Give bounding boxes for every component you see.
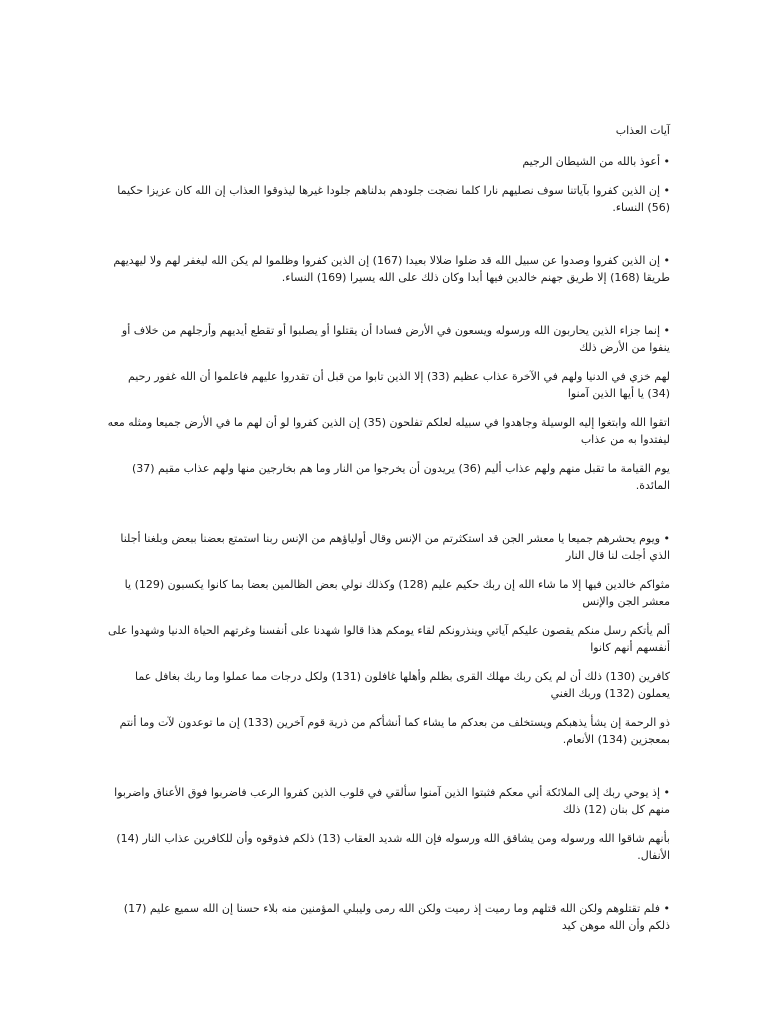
- paragraph: لهم خزي في الدنيا ولهم في الآخرة عذاب عظيم (33) إلا الذين تابوا من قبل أن تقدروا عليهم فاعلموا أن الله غفور رحيم (34) يا أيها الذين آمنوا: [127, 370, 670, 400]
- paragraph: • ويوم يحشرهم جميعا يا معشر الجن قد استكثرتم من الإنس وقال أولياؤهم من الإنس ربنا استمتع بعضنا ببعض وبلغنا أجلنا الذي أجلت لنا قال النار: [120, 532, 670, 562]
- paragraph: • فلم تقتلوهم ولكن الله قتلهم وما رميت إذ رميت ولكن الله رمى وليبلي المؤمنين منه بلاء حسنا إن الله سميع عليم (17) ذلكم وأن الله موهن كيد: [123, 902, 670, 932]
- page-title: آيات العذاب: [615, 124, 670, 137]
- paragraph: • إن الذين كفروا بآياتنا سوف نصليهم نارا كلما نضجت جلودهم بدلناهم جلودا غيرها ليذوقوا العذاب إن الله كان عزيزا حكيما (56) النساء.: [117, 184, 670, 214]
- paragraph: • إن الذين كفروا وصدوا عن سبيل الله قد ضلوا ضلالا بعيدا (167) إن الذين كفروا وظلموا لم يكن الله ليغفر لهم ولا ليهديهم طريقا (168) إلا طريق جهنم خالدين فيها أبدا وكان ذلك على الله يسيرا (169) النساء.: [113, 254, 670, 284]
- paragraph: بأنهم شاقوا الله ورسوله ومن يشاقق الله ورسوله فإن الله شديد العقاب (13) ذلكم فذوقوه وأن للكافرين عذاب النار (14) الأنفال.: [116, 832, 670, 862]
- paragraph: ذو الرحمة إن يشأ يذهبكم ويستخلف من بعدكم ما يشاء كما أنشأكم من ذرية قوم آخرين (133) إن ما توعدون لآت وما أنتم بمعجزين (134) الأنعام.: [119, 716, 670, 746]
- document-page: [104, 122, 670, 1012]
- paragraph: • إنما جزاء الذين يحاربون الله ورسوله ويسعون في الأرض فسادا أن يقتلوا أو يصلبوا أو تقطع أيديهم وأرجلهم من خلاف أو ينفوا من الأرض ذلك: [121, 324, 670, 354]
- paragraph: يوم القيامة ما تقبل منهم ولهم عذاب أليم (36) يريدون أن يخرجوا من النار وما هم بخارجين منها ولهم عذاب مقيم (37) المائدة.: [131, 462, 670, 492]
- paragraph: ألم يأتكم رسل منكم يقصون عليكم آياتي وينذرونكم لقاء يومكم هذا قالوا شهدنا على أنفسنا وغرتهم الحياة الدنيا وشهدوا على أنفسهم أنهم كانوا: [108, 624, 670, 654]
- paragraph: • أعوذ بالله من الشيطان الرجيم: [522, 155, 670, 168]
- paragraph: مثواكم خالدين فيها إلا ما شاء الله إن ربك حكيم عليم (128) وكذلك نولي بعض الظالمين بعضا بما كانوا يكسبون (129) يا معشر الجن والإنس: [124, 578, 670, 608]
- paragraph: كافرين (130) ذلك أن لم يكن ربك مهلك القرى بظلم وأهلها غافلون (131) ولكل درجات مما عملوا وما ربك بغافل عما يعملون (132) وربك الغني: [135, 670, 670, 700]
- paragraph: • إذ يوحي ربك إلى الملائكة أني معكم فثبتوا الذين آمنوا سألقي في قلوب الذين كفروا الرعب فاضربوا فوق الأعناق واضربوا منهم كل بنان (12) ذلك: [114, 786, 670, 816]
- paragraph: اتقوا الله وابتغوا إليه الوسيلة وجاهدوا في سبيله لعلكم تفلحون (35) إن الذين كفروا لو أن لهم ما في الأرض جميعا ومثله معه ليفتدوا به من عذاب: [107, 416, 670, 446]
